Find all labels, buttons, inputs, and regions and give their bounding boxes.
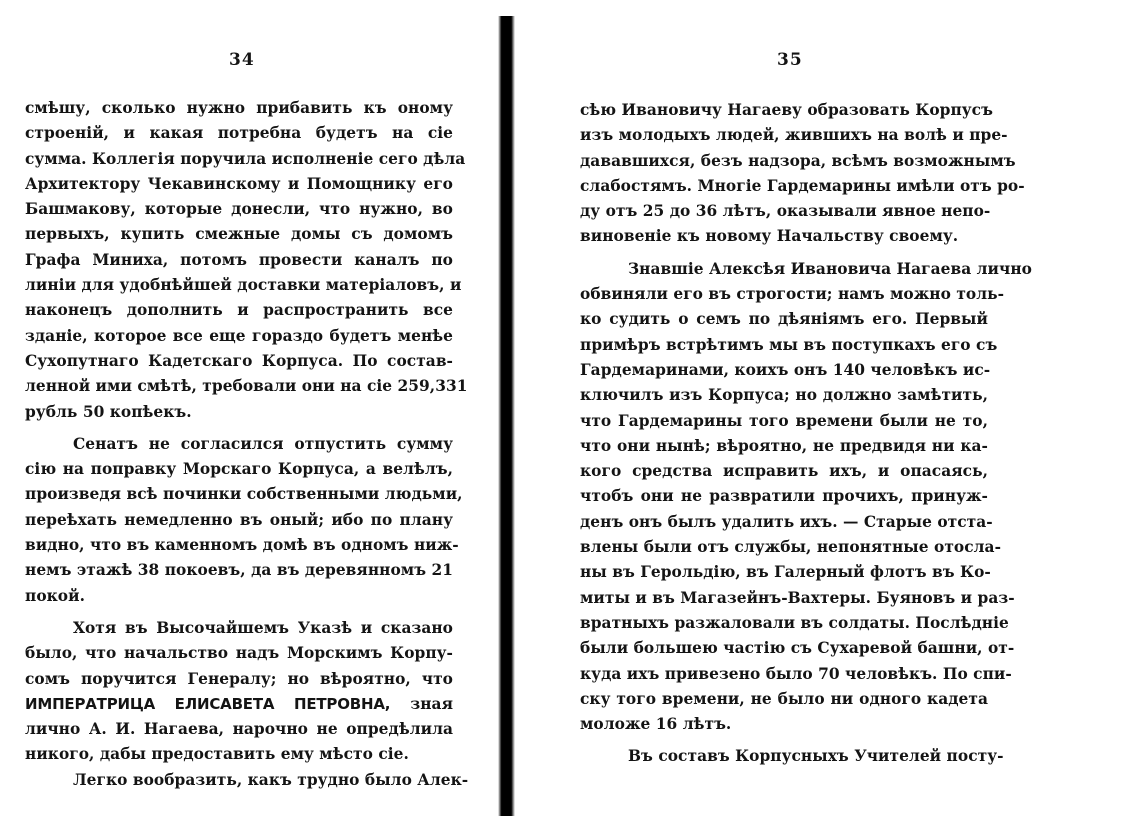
text-line: куда ихъ привезено было 70 человѣкъ. По спи- xyxy=(580,664,1012,683)
paragraph xyxy=(580,257,1032,738)
text-line: ду отъ 25 до 36 лѣтъ, оказывали явное непо- xyxy=(580,202,991,221)
paragraph xyxy=(580,98,1025,250)
text-line: лично А. И. Нагаева, нарочно не опредѣлила xyxy=(25,720,453,739)
text-line: примѣръ встрѣтимъ мы въ поступкахъ его съ xyxy=(580,335,998,354)
page-number-right: 35 xyxy=(777,50,803,70)
paragraph xyxy=(25,616,453,768)
text-line: слабостямъ. Многіе Гардемарины имѣли отъ ро- xyxy=(580,176,1025,195)
text-line: переѣхать немедленно въ оный; ибо по плану xyxy=(25,510,453,529)
text-line: сію на поправку Морскаго Корпуса, а велѣлъ, xyxy=(25,460,453,479)
text-line: изъ молодыхъ людей, жившихъ на волѣ и пре- xyxy=(580,126,1008,145)
left-page xyxy=(0,0,500,826)
text-line: рубль 50 копѣекъ. xyxy=(25,402,192,421)
text-line: произведя всѣ починки собственными людьми, xyxy=(25,485,463,504)
text-line: кого средства исправить ихъ, и опасаясь, xyxy=(580,462,988,481)
text-line: Графа Миниха, потомъ провести каналъ по xyxy=(25,250,453,269)
text-line: зданіе, которое все еще гораздо будетъ менѣе xyxy=(25,326,453,345)
text-line: Сенатъ не согласился отпустить сумму xyxy=(73,434,453,453)
paragraph xyxy=(25,768,469,793)
text-line: сумма. Коллегія поручила исполненіе сего дѣла xyxy=(25,149,466,168)
text-line: что Гардемарины того времени были не то, xyxy=(580,411,988,430)
paragraph-gap xyxy=(580,737,988,744)
text-line: ску того времени, не было ни одного кадета xyxy=(580,689,988,708)
text-line: что они нынѣ; вѣроятно, не предвидя ни ка- xyxy=(580,436,988,455)
text-line: вратныхъ разжаловали въ солдаты. Послѣдніе xyxy=(580,613,1009,632)
right-page xyxy=(520,0,1140,826)
paragraph-gap xyxy=(25,425,453,432)
text-line: виновеніе къ новому Начальству своему. xyxy=(580,227,959,246)
paragraph xyxy=(580,744,1004,769)
text-line: Въ составъ Корпусныхъ Учителей посту- xyxy=(628,747,1004,766)
text-line: Знавшіе Алексѣя Ивановича Нагаева лично xyxy=(628,259,1032,278)
text-line: сомъ поручится Генералу; но вѣроятно, что xyxy=(25,669,453,688)
text-line: покой. xyxy=(25,586,85,605)
text-line: смѣшу, сколько нужно прибавить къ оному xyxy=(25,99,453,117)
page-number-left: 34 xyxy=(229,50,255,70)
text-line: ко судить о семъ по дѣяніямъ его. Первый xyxy=(580,310,988,329)
book-gutter xyxy=(498,16,515,816)
paragraph xyxy=(25,96,468,425)
paragraph xyxy=(25,432,463,609)
right-page-text xyxy=(580,98,1032,770)
text-line: строеній, и какая потребна будетъ на сіе xyxy=(25,124,453,143)
empress-name: ИМПЕРАТРИЦА ЕЛИСАВЕТА ПЕТРОВНА, xyxy=(25,694,391,713)
paragraph-gap xyxy=(25,609,453,616)
text-line: Башмакову, которые донесли, что нужно, во xyxy=(25,200,453,219)
text-line: Хотя въ Высочайшемъ Указѣ и сказано xyxy=(73,618,453,637)
text-line: ленной ими смѣтѣ, требовали они на сіе 259,331 xyxy=(25,377,468,396)
left-page-text xyxy=(25,96,469,793)
text-line: были большею частію съ Сухаревой башни, от- xyxy=(580,639,1015,658)
text-line: влены были отъ службы, непонятные отосла- xyxy=(580,538,1002,557)
text-line: первыхъ, купить смежные домы съ домомъ xyxy=(25,225,453,244)
text-line: миты и въ Магазейнъ-Вахтеры. Буяновъ и раз- xyxy=(580,588,1015,607)
text-line: обвиняли его въ строгости; намъ можно толь- xyxy=(580,285,1005,304)
text-line: сѣю Ивановичу Нагаеву образовать Корпусъ xyxy=(580,101,993,119)
text-line: ключилъ изъ Корпуса; но должно замѣтить, xyxy=(580,386,988,405)
text-line: немъ этажѣ 38 покоевъ, да въ деревянномъ 21 xyxy=(25,561,453,580)
text-line: видно, что въ каменномъ домѣ въ одномъ ниж- xyxy=(25,536,459,555)
text-line: Архитектору Чекавинскому и Помощнику его xyxy=(25,174,453,193)
text-line: денъ онъ былъ удалить ихъ. — Старые отста- xyxy=(580,512,993,531)
text-line: дававшихся, безъ надзора, всѣмъ возможнымъ xyxy=(580,151,1016,170)
text-line: никого, дабы предоставить ему мѣсто сіе. xyxy=(25,745,409,764)
text-line: линіи для удобнѣйшей доставки матеріаловъ, и xyxy=(25,276,462,295)
text-line: наконецъ дополнить и распространить все xyxy=(25,301,453,320)
text-line: было, что начальство надъ Морскимъ Корпу- xyxy=(25,644,453,663)
text-line: ны въ Герольдію, въ Галерный флотъ въ Ко- xyxy=(580,563,991,582)
text-line: Сухопутнаго Кадетскаго Корпуса. По состав- xyxy=(25,351,453,370)
text-line: Легко вообразить, какъ трудно было Алек- xyxy=(73,770,469,789)
text-line: чтобъ они не развратили прочихъ, принуж- xyxy=(580,487,988,506)
text-line: моложе 16 лѣтъ. xyxy=(580,715,732,734)
paragraph-gap xyxy=(580,250,988,257)
text-line: Гардемаринами, коихъ онъ 140 человѣкъ ис- xyxy=(580,360,991,379)
emphasis-tail: зная xyxy=(410,694,453,713)
text-line-emphasis xyxy=(25,692,453,717)
